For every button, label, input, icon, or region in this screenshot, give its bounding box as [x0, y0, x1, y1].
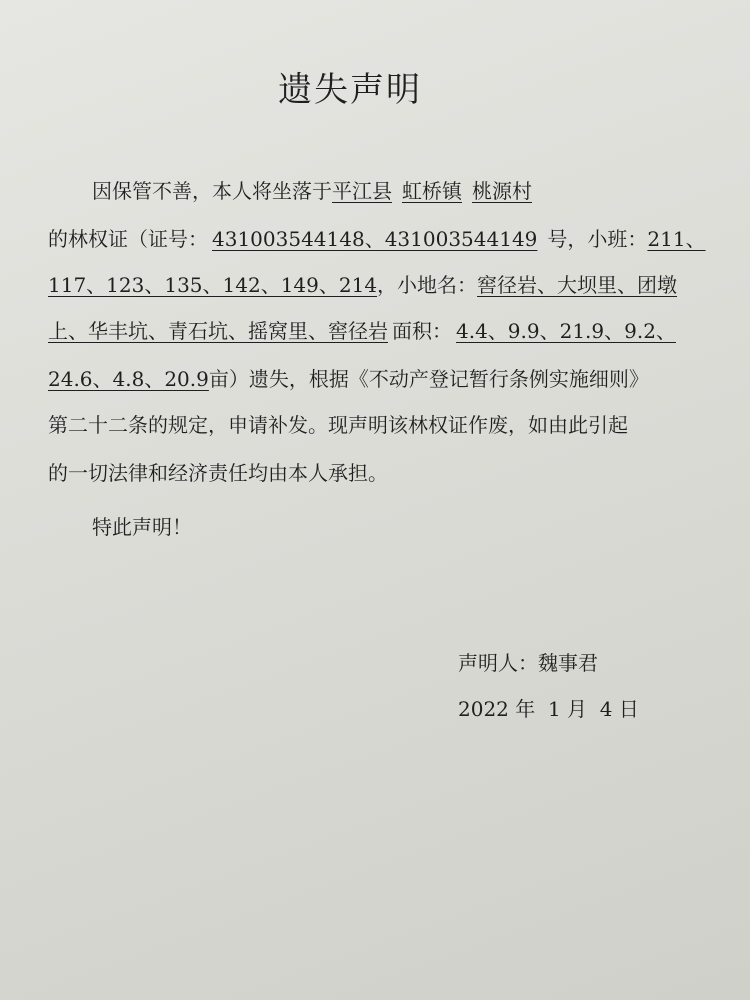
body-line-7: 的一切法律和经济责任均由本人承担。	[48, 461, 388, 485]
certificate-numbers: 431003544148、431003544149	[212, 227, 538, 251]
place-names-part-1: 窖径岩、大坝里、团墩	[477, 273, 678, 297]
declaration-date: 2022 年 1 月 4 日	[458, 697, 639, 721]
village-name: 桃源村	[472, 179, 532, 203]
closing-line: 特此声明！	[92, 515, 192, 539]
text-fragment: ，小地名：	[377, 273, 478, 297]
body-line-4	[48, 316, 676, 346]
body-line-2	[48, 224, 706, 254]
area-values-part-1: 4.4、9.9、21.9、9.2、	[456, 319, 676, 343]
text-fragment: 因保管不善，本人将坐落于	[92, 179, 332, 203]
subcompartment-numbers-part-2: 117、123、135、142、149、214	[48, 273, 378, 297]
body-line-5	[48, 364, 649, 394]
text-fragment: 亩）遗失，根据《不动产登记暂行条例实施细则》	[208, 367, 649, 391]
body-line-1	[92, 176, 532, 206]
document-title: 遗失声明	[278, 70, 422, 110]
body-line-6: 第二十二条的规定，申请补发。现声明该林权证作废，如由此引起	[48, 413, 628, 437]
subcompartment-numbers-part-1: 211、	[647, 227, 706, 251]
text-fragment: 号，小班：	[547, 227, 648, 251]
town-name: 虹桥镇	[402, 179, 462, 203]
place-names-part-2: 上、华丰坑、青石坑、摇窝里、窖径岩	[48, 319, 388, 343]
county-name: 平江县	[332, 179, 392, 203]
declarant-signature: 声明人：魏事君	[458, 651, 598, 675]
body-line-3	[48, 270, 677, 300]
text-fragment: 的林权证（证号：	[48, 227, 208, 251]
text-fragment: 面积：	[392, 319, 452, 343]
area-values-part-2: 24.6、4.8、20.9	[48, 367, 209, 391]
